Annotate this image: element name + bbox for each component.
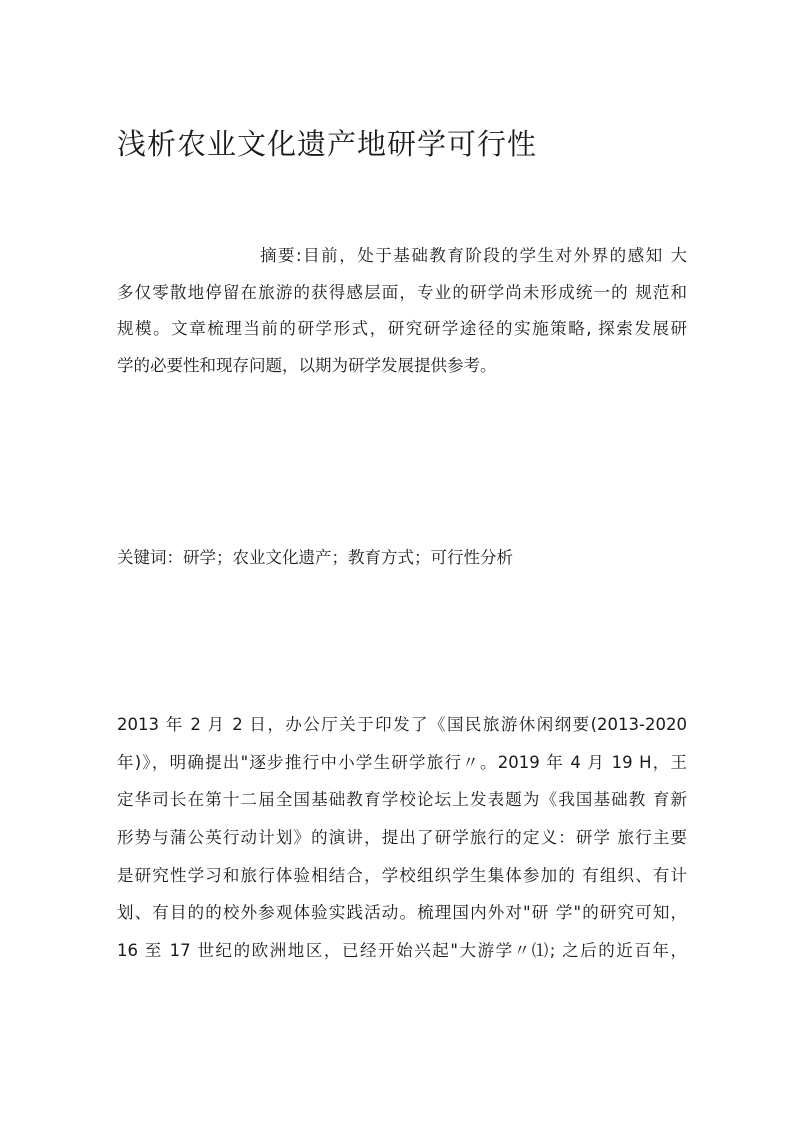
body-line: 是研究性学习和旅行体验相结合，学校组织学生集体参加的 有组织、有计 bbox=[117, 865, 687, 885]
abstract-line: 学的必要性和现存问题，以期为研学发展提供参考。 bbox=[117, 355, 497, 375]
body-line: 形势与蒲公英行动计划》的演讲，提出了研学旅行的定义：研学 旅行主要 bbox=[117, 828, 687, 848]
keywords-line: 关键词：研学；农业文化遗产；教育方式；可行性分析 bbox=[117, 548, 513, 567]
document-title: 浅析农业文化遗产地研学可行性 bbox=[117, 127, 538, 161]
abstract-paragraph bbox=[117, 238, 687, 384]
body-line: 划、有目的的校外参观体验实践活动。梳理国内外对"研 学"的研究可知， bbox=[117, 903, 687, 923]
keywords-paragraph bbox=[117, 540, 687, 577]
body-line: 年)》，明确提出"逐步推行中小学生研学旅行〃。2019 年 4 月 19 H，王 bbox=[117, 752, 687, 772]
abstract-line: 多仅零散地停留在旅游的获得感层面，专业的研学尚未形成统一的 规范和 bbox=[117, 282, 687, 302]
abstract-line: 规模。文章梳理当前的研学形式，研究研学途径的实施策略, 探索发展研 bbox=[117, 319, 687, 338]
body-line: 2013 年 2 月 2 日，办公厅关于印发了《国民旅游休闲纲要(2013-2020 bbox=[117, 715, 687, 734]
abstract-line: 摘要:目前，处于基础教育阶段的学生对外界的感知 大 bbox=[260, 246, 687, 265]
body-paragraph bbox=[117, 706, 687, 970]
body-line: 16 至 17 世纪的欧洲地区，已经开始兴起"大游学〃⑴; 之后的近百年， bbox=[117, 941, 687, 961]
body-line: 定华司长在第十二届全国基础教育学校论坛上发表题为《我国基础教 育新 bbox=[117, 790, 687, 810]
